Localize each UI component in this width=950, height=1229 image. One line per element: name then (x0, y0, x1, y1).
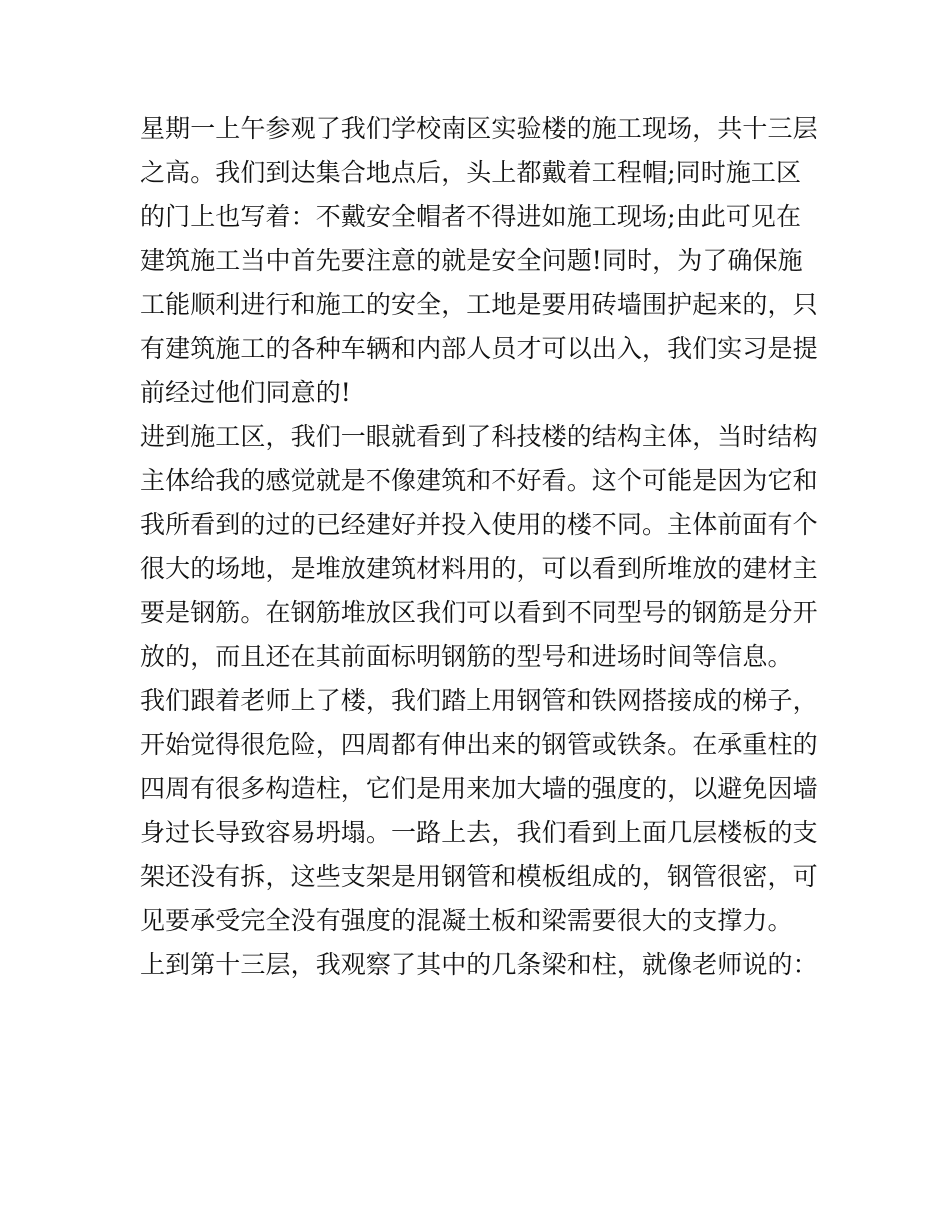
text-line: 的门上也写着：不戴安全帽者不得进如施工现场;由此可见在 (140, 202, 802, 231)
text-line: 上到第十三层，我观察了其中的几条梁和柱，就像老师说的： (140, 950, 818, 979)
text-line: 主体给我的感觉就是不像建筑和不好看。这个可能是因为它和 (140, 466, 818, 495)
text-line: 架还没有拆，这些支架是用钢管和模板组成的，钢管很密，可 (140, 862, 818, 891)
text-line: 很大的场地，是堆放建筑材料用的，可以看到所堆放的建材主 (140, 554, 818, 583)
text-line: 要是钢筋。在钢筋堆放区我们可以看到不同型号的钢筋是分开 (140, 598, 818, 627)
text-line: 进到施工区，我们一眼就看到了科技楼的结构主体，当时结构 (140, 422, 818, 451)
text-line: 前经过他们同意的! (140, 378, 351, 407)
text-line: 身过长导致容易坍塌。一路上去，我们看到上面几层楼板的支 (140, 818, 818, 847)
text-line: 有建筑施工的各种车辆和内部人员才可以出入，我们实习是提 (140, 334, 818, 363)
text-line: 我们跟着老师上了楼，我们踏上用钢管和铁网搭接成的梯子， (140, 686, 818, 715)
body-text (140, 107, 820, 987)
text-line: 四周有很多构造柱，它们是用来加大墙的强度的，以避免因墙 (140, 774, 818, 803)
text-line: 星期一上午参观了我们学校南区实验楼的施工现场，共十三层 (140, 114, 818, 143)
text-line: 见要承受完全没有强度的混凝土板和梁需要很大的支撑力。 (140, 906, 793, 935)
text-line: 放的，而且还在其前面标明钢筋的型号和进场时间等信息。 (140, 642, 793, 671)
text-line: 工能顺利进行和施工的安全，工地是要用砖墙围护起来的，只 (140, 290, 818, 319)
text-line: 开始觉得很危险，四周都有伸出来的钢管或铁条。在承重柱的 (140, 730, 818, 759)
text-line: 我所看到的过的已经建好并投入使用的楼不同。主体前面有个 (140, 510, 818, 539)
text-line: 之高。我们到达集合地点后，头上都戴着工程帽;同时施工区 (140, 158, 802, 187)
text-line: 建筑施工当中首先要注意的就是安全问题!同时，为了确保施 (140, 246, 803, 275)
